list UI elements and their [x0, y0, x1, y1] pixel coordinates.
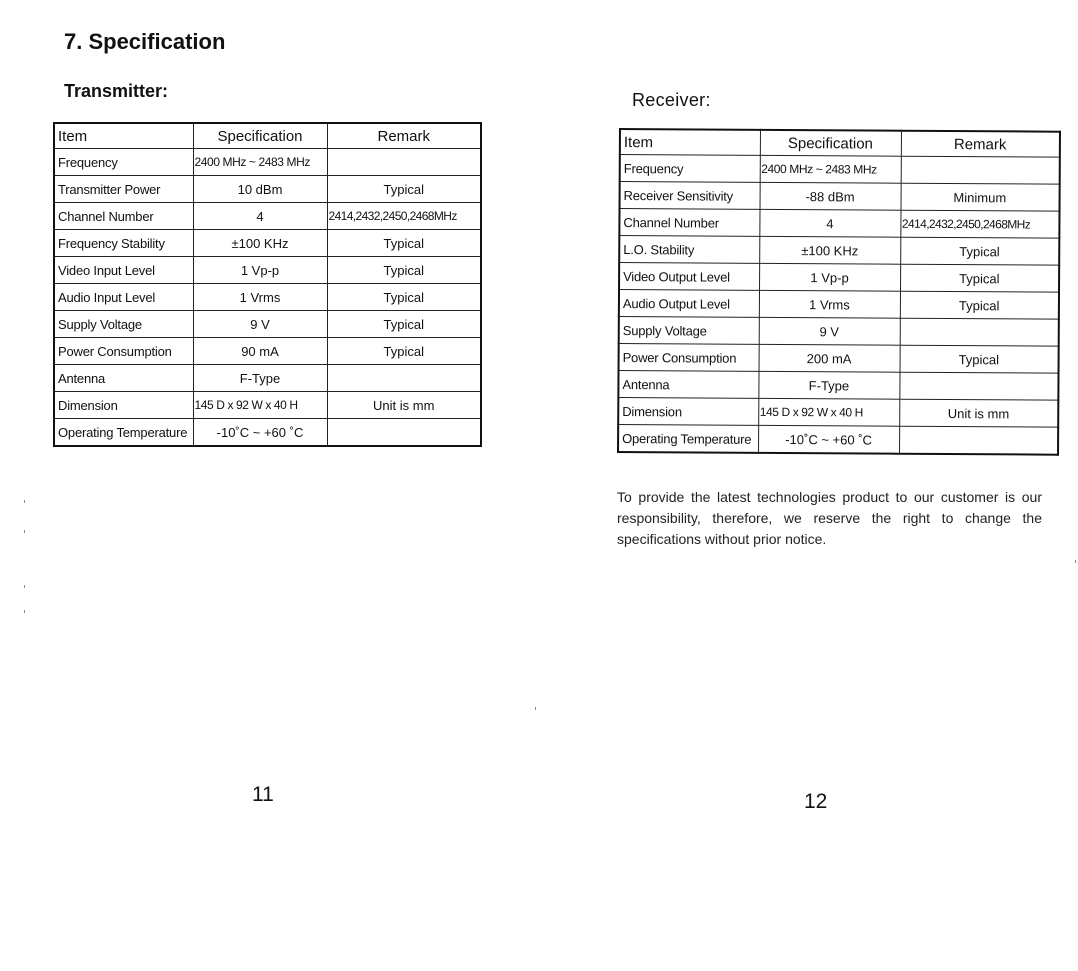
table-row	[620, 155, 1060, 185]
table-row	[618, 425, 1058, 455]
cell-specification: 2400 MHz ~ 2483 MHz	[193, 149, 327, 176]
cell-specification: -88 dBm	[760, 182, 901, 210]
cell-remark	[327, 365, 481, 392]
cell-item: Dimension	[618, 398, 758, 426]
cell-remark: Typical	[327, 311, 481, 338]
table-row	[54, 149, 481, 176]
cell-remark: Typical	[900, 237, 1059, 265]
table-row	[619, 317, 1059, 347]
table-row	[619, 209, 1059, 239]
table-row	[54, 311, 481, 338]
table-row	[618, 371, 1058, 401]
table-row	[54, 230, 481, 257]
cell-remark	[901, 156, 1060, 184]
cell-item: Channel Number	[54, 203, 193, 230]
table-row	[54, 392, 481, 419]
cell-item: Frequency Stability	[54, 230, 193, 257]
page-number-right: 12	[804, 790, 828, 813]
column-header-specification: Specification	[193, 123, 327, 149]
cell-specification: 4	[759, 209, 900, 237]
cell-remark	[327, 419, 481, 447]
table-row	[619, 236, 1059, 266]
cell-item: Video Output Level	[619, 263, 759, 291]
cell-item: Antenna	[54, 365, 193, 392]
cell-item: Operating Temperature	[54, 419, 193, 447]
cell-remark: Typical	[900, 291, 1059, 319]
cell-specification: 145 D x 92 W x 40 H	[193, 392, 327, 419]
cell-item: Supply Voltage	[619, 317, 759, 345]
cell-item: Channel Number	[619, 209, 759, 237]
table-header-row	[620, 129, 1060, 157]
cell-item: L.O. Stability	[619, 236, 759, 264]
cell-specification: ±100 KHz	[759, 236, 900, 264]
table-row	[54, 419, 481, 447]
table-row	[54, 257, 481, 284]
cell-specification: -10˚C ~ +60 ˚C	[758, 425, 899, 453]
table-row	[618, 398, 1058, 428]
column-header-specification: Specification	[760, 130, 901, 156]
table-row	[54, 284, 481, 311]
cell-item: Operating Temperature	[618, 425, 758, 453]
cell-specification: 200 mA	[759, 344, 900, 372]
table-row	[54, 365, 481, 392]
cell-item: Video Input Level	[54, 257, 193, 284]
table-row	[54, 203, 481, 230]
cell-specification: 1 Vrms	[759, 290, 900, 318]
section-title: 7. Specification	[64, 29, 226, 54]
cell-specification: -10˚C ~ +60 ˚C	[193, 419, 327, 447]
cell-specification: ±100 KHz	[193, 230, 327, 257]
column-header-item: Item	[54, 123, 193, 149]
scan-speck	[24, 585, 25, 588]
column-header-remark: Remark	[327, 123, 481, 149]
cell-remark: 2414,2432,2450,2468MHz	[900, 210, 1059, 238]
transmitter-spec-table	[53, 122, 482, 447]
scan-speck	[1075, 560, 1076, 563]
scan-speck	[24, 500, 25, 503]
scan-speck	[24, 610, 25, 613]
column-header-item: Item	[620, 129, 760, 155]
cell-remark	[327, 149, 481, 176]
table-row	[619, 263, 1059, 293]
cell-specification: F-Type	[758, 371, 899, 399]
cell-remark: Typical	[327, 257, 481, 284]
cell-item: Supply Voltage	[54, 311, 193, 338]
cell-remark: Typical	[327, 176, 481, 203]
cell-remark: Typical	[900, 264, 1059, 292]
cell-specification: F-Type	[193, 365, 327, 392]
cell-specification: 2400 MHz ~ 2483 MHz	[760, 155, 901, 183]
cell-specification: 145 D x 92 W x 40 H	[758, 398, 899, 426]
cell-specification: 4	[193, 203, 327, 230]
table-row	[54, 176, 481, 203]
receiver-heading: Receiver:	[632, 90, 711, 110]
cell-remark: Minimum	[901, 183, 1060, 211]
cell-item: Audio Output Level	[619, 290, 759, 318]
cell-item: Frequency	[54, 149, 193, 176]
cell-item: Frequency	[620, 155, 760, 183]
column-header-remark: Remark	[901, 131, 1060, 157]
cell-specification: 90 mA	[193, 338, 327, 365]
cell-specification: 10 dBm	[193, 176, 327, 203]
cell-item: Dimension	[54, 392, 193, 419]
table-row	[54, 338, 481, 365]
cell-specification: 9 V	[759, 317, 900, 345]
cell-item: Power Consumption	[54, 338, 193, 365]
cell-item: Power Consumption	[619, 344, 759, 372]
cell-remark: Unit is mm	[899, 399, 1058, 427]
cell-item: Audio Input Level	[54, 284, 193, 311]
cell-remark: Unit is mm	[327, 392, 481, 419]
table-row	[619, 344, 1059, 374]
transmitter-heading: Transmitter:	[64, 81, 169, 101]
cell-remark	[899, 372, 1058, 400]
table-row	[619, 290, 1059, 320]
cell-specification: 1 Vrms	[193, 284, 327, 311]
scan-speck	[24, 530, 25, 533]
cell-item: Transmitter Power	[54, 176, 193, 203]
cell-remark: Typical	[327, 230, 481, 257]
specification-change-notice: To provide the latest technologies product to our customer is our responsibility, therefore, we reserve the right to change the specifications without prior notice.	[617, 489, 1042, 547]
page-number-left: 11	[252, 783, 274, 806]
cell-remark: Typical	[327, 338, 481, 365]
cell-remark	[899, 426, 1058, 454]
scan-speck	[535, 707, 536, 710]
cell-item: Receiver Sensitivity	[620, 182, 760, 210]
cell-remark: Typical	[900, 345, 1059, 373]
cell-specification: 1 Vp-p	[193, 257, 327, 284]
cell-remark: Typical	[327, 284, 481, 311]
table-row	[620, 182, 1060, 212]
table-header-row	[54, 123, 481, 149]
cell-specification: 1 Vp-p	[759, 263, 900, 291]
receiver-spec-table	[617, 128, 1061, 456]
cell-remark: 2414,2432,2450,2468MHz	[327, 203, 481, 230]
cell-specification: 9 V	[193, 311, 327, 338]
cell-remark	[900, 318, 1059, 346]
cell-item: Antenna	[618, 371, 758, 399]
